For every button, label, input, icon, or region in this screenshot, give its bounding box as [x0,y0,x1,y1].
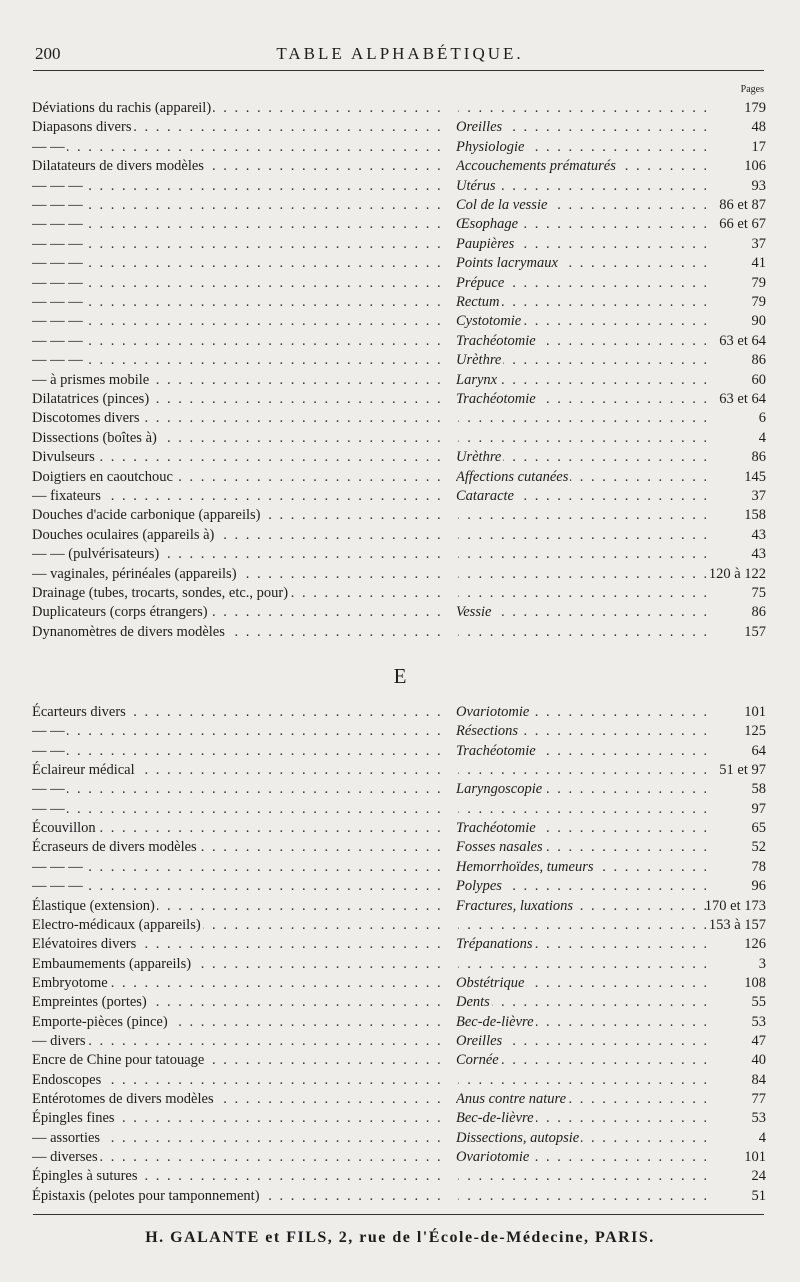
publisher-footer: H. GALANTE et FILS, 2, rue de l'École-de-Médecine, PARIS. [145,1229,655,1246]
entry-term: Écraseurs de divers modèles . . . [32,838,442,857]
entry-pages: 53 [751,1110,766,1127]
entry-term: Éclaireur médical . . . [32,761,442,780]
entry-pages: 86 [751,449,766,466]
index-entry [32,409,766,428]
entry-pages: 145 [744,468,766,485]
index-entry [32,526,766,545]
entry-term: Dissections (boîtes à) . . . [32,429,442,448]
entry-reference: Larynx . . . [456,371,706,390]
index-entry [32,1148,766,1167]
index-entry [32,371,766,390]
entry-pages: 47 [751,1032,766,1049]
entry-term: — — — . . . [32,332,442,351]
entry-pages: 41 [751,255,766,272]
entry-pages: 66 et 67 [719,216,766,233]
entry-term: — fixateurs . . . [32,487,442,506]
index-entry [32,1071,766,1090]
entry-pages: 77 [751,1091,766,1107]
entry-term: Épingles fines . . . [32,1109,442,1128]
entry-reference [456,526,706,545]
entry-term: — — . . . [32,742,442,761]
entry-pages: 86 [751,604,766,621]
entry-pages: 43 [751,526,766,543]
entry-reference [456,1071,706,1090]
entry-reference: Cystotomie . . . [456,312,706,331]
entry-pages: 90 [751,313,766,330]
index-entry [32,506,766,525]
index-entry [32,565,766,584]
entry-term: — — — . . . [32,235,442,254]
entry-reference [456,565,706,584]
entry-reference: Résections . . . [456,722,706,741]
entry-reference: Obstétrique . . . [456,974,706,993]
entry-term: — — — . . . [32,293,442,312]
index-entry [32,858,766,877]
entry-term: Empreintes (portes) . . . [32,993,442,1012]
entry-term: — — . . . [32,800,442,819]
index-entry [32,897,766,916]
entry-reference: Trépanations . . . [456,935,706,954]
index-entry [32,235,766,254]
entry-pages: 120 à 122 [708,565,766,582]
index-entry [32,157,766,176]
entry-term: — — — . . . [32,877,442,896]
entry-term: Drainage (tubes, trocarts, sondes, etc., pour) . . . [32,584,442,603]
index-entry [32,1032,766,1051]
entry-pages: 63 et 64 [719,391,766,407]
entry-term: — — — . . . [32,254,442,273]
entry-reference: Utérus . . . [456,177,706,196]
entry-reference: Trachéotomie . . . [456,742,706,761]
entry-pages: 75 [751,585,766,601]
entry-pages: 17 [751,138,766,155]
entry-reference: Bec-de-lièvre . . . [456,1013,706,1032]
index-entry [32,935,766,954]
entry-reference [456,623,706,642]
entry-reference: Accouchements prématurés . . . [456,157,706,176]
entry-reference: Cornée . . . [456,1051,706,1070]
entry-term: Emporte-pièces (pince) . . . [32,1013,442,1032]
entry-term: Douches oculaires (appareils à) . . . [32,526,442,545]
index-entry [32,332,766,351]
entry-pages: 106 [744,158,766,175]
entry-term: Elévatoires divers . . . [32,935,442,954]
entry-pages: 52 [751,839,766,856]
index-entry [32,584,766,603]
index-entry [32,623,766,642]
index-entry [32,1167,766,1186]
entry-term: Duplicateurs (corps étrangers) . . . [32,603,442,622]
index-entry [32,293,766,312]
index-entry [32,487,766,506]
entry-reference: Prépuce . . . [456,274,706,293]
entry-reference: Affections cutanées . . . [456,468,706,487]
entry-pages: 3 [758,955,766,972]
bottom-rule [33,1214,764,1215]
entry-term: — — . . . [32,780,442,799]
entry-term: Diapasons divers . . . [32,118,442,137]
entry-term: Dilatateurs de divers modèles . . . [32,157,442,176]
entry-pages: 53 [751,1013,766,1030]
index-entry [32,877,766,896]
entry-pages: 96 [751,878,766,895]
entry-pages: 55 [751,994,766,1011]
entry-reference: Col de la vessie . . . [456,196,706,215]
index-entry [32,351,766,370]
index-entry [32,1129,766,1148]
entry-term: Embaumements (appareils) . . . [32,955,442,974]
entry-pages: 84 [751,1071,766,1088]
entry-pages: 101 [744,704,766,720]
entry-term: Épistaxis (pelotes pour tamponnement) . . . [32,1187,442,1206]
entry-reference [456,916,706,935]
entry-term: — diverses . . . [32,1148,442,1167]
index-entry [32,118,766,137]
entry-reference [456,409,706,428]
index-entry [32,993,766,1012]
entry-pages: 126 [744,936,766,953]
entry-term: — — . . . [32,138,442,157]
index-entry [32,974,766,993]
index-entry [32,780,766,799]
entry-term: Déviations du rachis (appareil) . . . [32,99,442,118]
index-entry [32,1187,766,1206]
entry-pages: 4 [758,429,766,446]
entry-pages: 51 et 97 [719,762,766,779]
entry-reference: Dissections, autopsie . . . [456,1129,706,1148]
index-entry [32,722,766,741]
entry-term: Encre de Chine pour tatouage . . . [32,1051,442,1070]
entry-pages: 78 [751,858,766,875]
entry-pages: 79 [751,294,766,310]
entry-reference [456,1187,706,1206]
index-entry [32,703,766,722]
entry-reference: Vessie . . . [456,603,706,622]
entry-reference: Fosses nasales . . . [456,838,706,857]
entry-reference: Laryngoscopie . . . [456,780,706,799]
index-entry [32,1090,766,1109]
entry-term: — — — . . . [32,196,442,215]
entry-reference: Oreilles . . . [456,118,706,137]
entry-reference [456,545,706,564]
entry-pages: 158 [744,507,766,524]
index-entry [32,254,766,273]
entry-term: — — — . . . [32,177,442,196]
entry-pages: 86 et 87 [719,197,766,213]
entry-term: — — — . . . [32,274,442,293]
section-letter: E [393,664,407,688]
entry-reference [456,506,706,525]
entry-term: — — — . . . [32,312,442,331]
entry-term: — — — . . . [32,351,442,370]
entry-pages: 48 [751,119,766,136]
entry-pages: 63 et 64 [719,332,766,349]
index-entry [32,916,766,935]
entry-reference: Cataracte . . . [456,487,706,506]
index-entry [32,448,766,467]
index-entry [32,99,766,118]
entry-term: — — — . . . [32,858,442,877]
entry-term: Doigtiers en caoutchouc . . . [32,468,442,487]
entry-pages: 97 [751,800,766,817]
index-entry [32,603,766,622]
entry-pages: 4 [758,1129,766,1146]
entry-reference: Dents . . . [456,993,706,1012]
index-entry [32,177,766,196]
entry-term: Épingles à sutures . . . [32,1167,442,1186]
entry-reference [456,1167,706,1186]
index-entry [32,838,766,857]
entry-pages: 108 [744,974,766,991]
entry-pages: 65 [751,820,766,837]
entry-reference [456,955,706,974]
entry-term: Écouvillon . . . [32,819,442,838]
entry-reference: Paupières . . . [456,235,706,254]
entry-reference: Urèthre . . . [456,448,706,467]
entry-pages: 170 et 173 [704,897,766,914]
entry-term: — — (pulvérisateurs) . . . [32,545,442,564]
entry-reference [456,584,706,603]
entry-term: — vaginales, périnéales (appareils) . . . [32,565,442,584]
top-rule [33,70,764,71]
index-entry [32,742,766,761]
entry-reference: Rectum . . . [456,293,706,312]
entry-pages: 37 [751,235,766,252]
index-entry [32,1051,766,1070]
entry-reference: Trachéotomie . . . [456,819,706,838]
entry-reference: Urèthre . . . [456,351,706,370]
entry-term: — à prismes mobile . . . [32,371,442,390]
entry-reference: Œsophage . . . [456,215,706,234]
entry-term: — — . . . [32,722,442,741]
entry-pages: 40 [751,1052,766,1069]
entry-reference [456,761,706,780]
entry-reference: Polypes . . . [456,877,706,896]
entry-term: Divulseurs . . . [32,448,442,467]
entry-term: Entérotomes de divers modèles . . . [32,1090,442,1109]
entry-reference: Hemorrhoïdes, tumeurs . . . [456,858,706,877]
index-entry [32,761,766,780]
pages-column-header: Pages [740,84,764,95]
index-entry [32,955,766,974]
entry-reference: Physiologie . . . [456,138,706,157]
entry-reference: Trachéotomie . . . [456,390,706,409]
index-entry [32,312,766,331]
entry-pages: 37 [751,488,766,504]
index-entry [32,819,766,838]
index-entry [32,196,766,215]
entry-pages: 60 [751,371,766,388]
entry-pages: 125 [744,723,766,740]
entry-pages: 157 [744,623,766,640]
entry-pages: 153 à 157 [708,916,766,933]
running-title: TABLE ALPHABÉTIQUE. [276,44,524,63]
index-entry [32,1013,766,1032]
entry-pages: 93 [751,177,766,194]
entry-reference: Trachéotomie . . . [456,332,706,351]
entry-pages: 51 [751,1187,766,1204]
entry-reference: Oreilles . . . [456,1032,706,1051]
entry-term: — divers . . . [32,1032,442,1051]
entry-pages: 58 [751,781,766,798]
entry-reference: Ovariotomie . . . [456,1148,706,1167]
entry-term: Endoscopes . . . [32,1071,442,1090]
entry-pages: 79 [751,274,766,291]
entry-pages: 64 [751,742,766,759]
index-entry [32,429,766,448]
page-number: 200 [35,44,61,63]
entry-reference [456,429,706,448]
index-entry [32,800,766,819]
entry-reference: Ovariotomie . . . [456,703,706,722]
entry-term: Dynanomètres de divers modèles . . . [32,623,442,642]
entry-reference: Bec-de-lièvre . . . [456,1109,706,1128]
entry-term: Electro-médicaux (appareils) . . . [32,916,442,935]
entry-reference [456,800,706,819]
entry-term: Embryotome . . . [32,974,442,993]
index-entry [32,138,766,157]
entry-term: Discotomes divers . . . [32,409,442,428]
entry-reference: Fractures, luxations . . . [456,897,706,916]
index-entry [32,390,766,409]
entry-term: Douches d'acide carbonique (appareils) . . . [32,506,442,525]
index-entry [32,215,766,234]
entry-term: — — — . . . [32,215,442,234]
index-entry [32,274,766,293]
entry-reference: Points lacrymaux . . . [456,254,706,273]
entry-reference: Anus contre nature . . . [456,1090,706,1109]
entry-pages: 101 [744,1149,766,1166]
entry-pages: 6 [758,410,766,427]
index-entry [32,1109,766,1128]
entry-pages: 43 [751,546,766,563]
entry-term: Élastique (extension) . . . [32,897,442,916]
entry-pages: 179 [744,100,766,116]
entry-reference [456,99,706,118]
entry-term: Écarteurs divers . . . [32,703,442,722]
entry-term: Dilatatrices (pinces) . . . [32,390,442,409]
entry-term: — assorties . . . [32,1129,442,1148]
entry-pages: 24 [751,1168,766,1185]
entry-pages: 86 [751,352,766,369]
index-entry [32,468,766,487]
index-entry [32,545,766,564]
